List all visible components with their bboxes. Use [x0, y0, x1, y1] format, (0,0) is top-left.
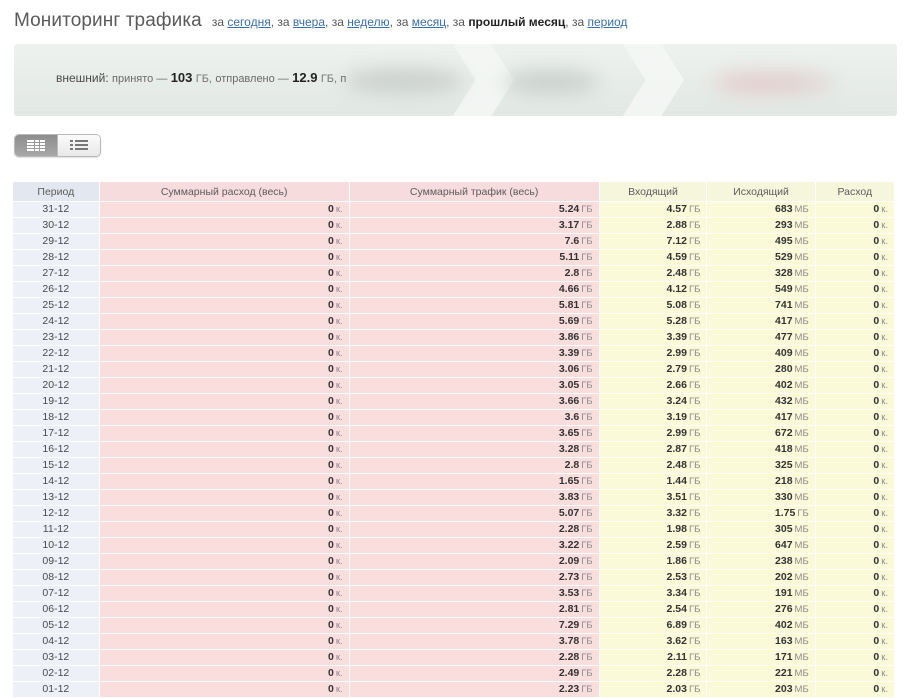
- cell-incoming-11: 2.66 ГБ: [599, 378, 707, 394]
- cell-cost-29: 0 к.: [815, 666, 894, 682]
- cell-period-12: 19-12: [13, 394, 100, 410]
- cell-period-30: 01-12: [13, 682, 100, 698]
- obscured-summary-1: [344, 68, 464, 94]
- cell-cost-4: 0 к.: [815, 266, 894, 282]
- cell-sum-cost-3: 0 к.: [99, 250, 349, 266]
- cell-sum-cost-28: 0 к.: [99, 650, 349, 666]
- cell-sum-traffic-29: 2.49 ГБ: [349, 666, 599, 682]
- cell-incoming-26: 6.89 ГБ: [599, 618, 707, 634]
- cell-incoming-8: 3.39 ГБ: [599, 330, 707, 346]
- cell-sum-traffic-22: 2.09 ГБ: [349, 554, 599, 570]
- cell-cost-0: 0 к.: [815, 202, 894, 218]
- summary-received-label: принято —: [112, 73, 168, 85]
- cell-incoming-15: 2.87 ГБ: [599, 442, 707, 458]
- cell-incoming-29: 2.28 ГБ: [599, 666, 707, 682]
- traffic-summary-band: [14, 44, 897, 116]
- summary-external-text: [56, 70, 346, 85]
- obscured-summary-2: [504, 70, 599, 94]
- table-row[interactable]: [13, 666, 895, 682]
- cell-outgoing-16: 325 МБ: [707, 458, 815, 474]
- cell-sum-traffic-24: 3.53 ГБ: [349, 586, 599, 602]
- cell-cost-9: 0 к.: [815, 346, 894, 362]
- cell-incoming-16: 2.48 ГБ: [599, 458, 707, 474]
- cell-sum-cost-1: 0 к.: [99, 218, 349, 234]
- table-row[interactable]: [13, 458, 895, 474]
- cell-outgoing-1: 293 МБ: [707, 218, 815, 234]
- cell-incoming-3: 4.59 ГБ: [599, 250, 707, 266]
- cell-cost-27: 0 к.: [815, 634, 894, 650]
- cell-sum-traffic-26: 7.29 ГБ: [349, 618, 599, 634]
- cell-outgoing-20: 305 МБ: [707, 522, 815, 538]
- cell-period-28: 03-12: [13, 650, 100, 666]
- cell-incoming-10: 2.79 ГБ: [599, 362, 707, 378]
- cell-period-29: 02-12: [13, 666, 100, 682]
- period-prefix-0: за: [211, 15, 225, 29]
- cell-sum-cost-8: 0 к.: [99, 330, 349, 346]
- cell-incoming-18: 3.51 ГБ: [599, 490, 707, 506]
- cell-outgoing-24: 191 МБ: [707, 586, 815, 602]
- traffic-table-body: [13, 202, 895, 698]
- cell-sum-cost-12: 0 к.: [99, 394, 349, 410]
- table-row[interactable]: [13, 234, 895, 250]
- cell-incoming-4: 2.48 ГБ: [599, 266, 707, 282]
- cell-period-23: 08-12: [13, 570, 100, 586]
- cell-sum-traffic-15: 3.28 ГБ: [349, 442, 599, 458]
- cell-period-24: 07-12: [13, 586, 100, 602]
- cell-incoming-24: 3.34 ГБ: [599, 586, 707, 602]
- cell-outgoing-2: 495 МБ: [707, 234, 815, 250]
- table-row[interactable]: [13, 250, 895, 266]
- summary-label: внешний:: [56, 71, 109, 85]
- cell-cost-23: 0 к.: [815, 570, 894, 586]
- cell-sum-cost-25: 0 к.: [99, 602, 349, 618]
- cell-sum-traffic-23: 2.73 ГБ: [349, 570, 599, 586]
- cell-outgoing-7: 417 МБ: [707, 314, 815, 330]
- grid-icon: [27, 140, 45, 151]
- cell-period-7: 24-12: [13, 314, 100, 330]
- cell-sum-traffic-0: 5.24 ГБ: [349, 202, 599, 218]
- cell-outgoing-21: 647 МБ: [707, 538, 815, 554]
- table-row[interactable]: [13, 618, 895, 634]
- cell-sum-cost-16: 0 к.: [99, 458, 349, 474]
- cell-sum-traffic-17: 1.65 ГБ: [349, 474, 599, 490]
- cell-incoming-20: 1.98 ГБ: [599, 522, 707, 538]
- cell-sum-traffic-10: 3.06 ГБ: [349, 362, 599, 378]
- cell-period-15: 16-12: [13, 442, 100, 458]
- column-header-cost[interactable]: Расход: [815, 182, 894, 202]
- cell-sum-cost-11: 0 к.: [99, 378, 349, 394]
- table-row[interactable]: [13, 314, 895, 330]
- cell-sum-traffic-7: 5.69 ГБ: [349, 314, 599, 330]
- cell-period-16: 15-12: [13, 458, 100, 474]
- table-row[interactable]: [13, 490, 895, 506]
- cell-sum-cost-0: 0 к.: [99, 202, 349, 218]
- cell-outgoing-18: 330 МБ: [707, 490, 815, 506]
- cell-incoming-17: 1.44 ГБ: [599, 474, 707, 490]
- cell-outgoing-9: 409 МБ: [707, 346, 815, 362]
- cell-cost-26: 0 к.: [815, 618, 894, 634]
- cell-sum-cost-6: 0 к.: [99, 298, 349, 314]
- cell-cost-15: 0 к.: [815, 442, 894, 458]
- cell-outgoing-3: 529 МБ: [707, 250, 815, 266]
- cell-cost-8: 0 к.: [815, 330, 894, 346]
- period-prefix-3: за: [396, 15, 409, 29]
- cell-outgoing-26: 402 МБ: [707, 618, 815, 634]
- cell-sum-cost-27: 0 к.: [99, 634, 349, 650]
- cell-sum-traffic-1: 3.17 ГБ: [349, 218, 599, 234]
- period-filter-links: за сегодня, за вчера, за неделю, за месяц, за прошлый месяц, за период: [211, 15, 628, 29]
- cell-sum-cost-15: 0 к.: [99, 442, 349, 458]
- cell-period-17: 14-12: [13, 474, 100, 490]
- cell-outgoing-14: 672 МБ: [707, 426, 815, 442]
- column-header-sum-cost[interactable]: Суммарный расход (весь): [99, 182, 349, 202]
- cell-sum-traffic-3: 5.11 ГБ: [349, 250, 599, 266]
- table-row[interactable]: [13, 474, 895, 490]
- column-header-incoming[interactable]: Входящий: [599, 182, 707, 202]
- summary-sent-value: 12.9: [292, 70, 318, 85]
- table-row[interactable]: [13, 298, 895, 314]
- page-header: [0, 0, 911, 38]
- grid-view-button[interactable]: [15, 135, 58, 156]
- cell-cost-14: 0 к.: [815, 426, 894, 442]
- cell-incoming-0: 4.57 ГБ: [599, 202, 707, 218]
- cell-incoming-7: 5.28 ГБ: [599, 314, 707, 330]
- cell-incoming-13: 3.19 ГБ: [599, 410, 707, 426]
- cell-sum-cost-20: 0 к.: [99, 522, 349, 538]
- cell-cost-18: 0 к.: [815, 490, 894, 506]
- cell-period-11: 20-12: [13, 378, 100, 394]
- cell-period-26: 05-12: [13, 618, 100, 634]
- column-header-period[interactable]: Период: [13, 182, 100, 202]
- cell-outgoing-6: 741 МБ: [707, 298, 815, 314]
- cell-sum-traffic-28: 2.28 ГБ: [349, 650, 599, 666]
- cell-cost-19: 0 к.: [815, 506, 894, 522]
- cell-incoming-23: 2.53 ГБ: [599, 570, 707, 586]
- cell-outgoing-25: 276 МБ: [707, 602, 815, 618]
- cell-outgoing-23: 202 МБ: [707, 570, 815, 586]
- cell-sum-traffic-2: 7.6 ГБ: [349, 234, 599, 250]
- cell-period-4: 27-12: [13, 266, 100, 282]
- cell-outgoing-19: 1.75 ГБ: [707, 506, 815, 522]
- page-title: Мониторинг трафика: [14, 10, 202, 31]
- cell-sum-traffic-30: 2.23 ГБ: [349, 682, 599, 698]
- cell-outgoing-30: 203 МБ: [707, 682, 815, 698]
- cell-outgoing-12: 432 МБ: [707, 394, 815, 410]
- cell-sum-cost-23: 0 к.: [99, 570, 349, 586]
- table-row[interactable]: [13, 506, 895, 522]
- cell-cost-10: 0 к.: [815, 362, 894, 378]
- cell-period-13: 18-12: [13, 410, 100, 426]
- cell-outgoing-28: 171 МБ: [707, 650, 815, 666]
- cell-sum-traffic-9: 3.39 ГБ: [349, 346, 599, 362]
- cell-sum-traffic-6: 5.81 ГБ: [349, 298, 599, 314]
- cell-period-18: 13-12: [13, 490, 100, 506]
- table-row[interactable]: [13, 554, 895, 570]
- cell-period-5: 26-12: [13, 282, 100, 298]
- table-row[interactable]: [13, 378, 895, 394]
- period-link-yesterday[interactable]: вчера: [292, 15, 326, 29]
- obscured-summary-4: [784, 74, 834, 92]
- cell-incoming-14: 2.99 ГБ: [599, 426, 707, 442]
- cell-outgoing-27: 163 МБ: [707, 634, 815, 650]
- cell-cost-21: 0 к.: [815, 538, 894, 554]
- cell-cost-28: 0 к.: [815, 650, 894, 666]
- list-icon: [70, 140, 88, 151]
- cell-cost-6: 0 к.: [815, 298, 894, 314]
- table-row[interactable]: [13, 634, 895, 650]
- cell-sum-cost-26: 0 к.: [99, 618, 349, 634]
- table-row[interactable]: [13, 538, 895, 554]
- period-prefix-1: за: [277, 15, 290, 29]
- view-mode-toggle[interactable]: [14, 134, 101, 157]
- cell-outgoing-22: 238 МБ: [707, 554, 815, 570]
- cell-period-22: 09-12: [13, 554, 100, 570]
- cell-sum-traffic-5: 4.66 ГБ: [349, 282, 599, 298]
- cell-cost-16: 0 к.: [815, 458, 894, 474]
- cell-period-27: 04-12: [13, 634, 100, 650]
- cell-period-1: 30-12: [13, 218, 100, 234]
- table-row[interactable]: [13, 410, 895, 426]
- cell-sum-cost-4: 0 к.: [99, 266, 349, 282]
- cell-sum-cost-18: 0 к.: [99, 490, 349, 506]
- summary-sent-unit: ГБ,: [320, 73, 338, 85]
- table-row[interactable]: [13, 330, 895, 346]
- traffic-table: [12, 181, 895, 698]
- cell-sum-traffic-11: 3.05 ГБ: [349, 378, 599, 394]
- cell-cost-22: 0 к.: [815, 554, 894, 570]
- chevron-divider-2: [614, 44, 684, 116]
- cell-sum-cost-14: 0 к.: [99, 426, 349, 442]
- cell-cost-2: 0 к.: [815, 234, 894, 250]
- cell-period-10: 21-12: [13, 362, 100, 378]
- table-row[interactable]: [13, 426, 895, 442]
- cell-period-0: 31-12: [13, 202, 100, 218]
- list-view-button[interactable]: [58, 135, 100, 156]
- cell-period-6: 25-12: [13, 298, 100, 314]
- cell-sum-cost-17: 0 к.: [99, 474, 349, 490]
- cell-cost-24: 0 к.: [815, 586, 894, 602]
- column-header-sum-traffic[interactable]: Суммарный трафик (весь): [349, 182, 599, 202]
- table-row[interactable]: [13, 682, 895, 698]
- cell-sum-cost-2: 0 к.: [99, 234, 349, 250]
- cell-incoming-9: 2.99 ГБ: [599, 346, 707, 362]
- cell-sum-traffic-4: 2.8 ГБ: [349, 266, 599, 282]
- cell-sum-traffic-19: 5.07 ГБ: [349, 506, 599, 522]
- cell-sum-cost-13: 0 к.: [99, 410, 349, 426]
- cell-period-14: 17-12: [13, 426, 100, 442]
- period-link-last-month[interactable]: прошлый месяц: [468, 15, 566, 29]
- cell-sum-traffic-25: 2.81 ГБ: [349, 602, 599, 618]
- cell-cost-25: 0 к.: [815, 602, 894, 618]
- cell-outgoing-17: 218 МБ: [707, 474, 815, 490]
- cell-sum-cost-7: 0 к.: [99, 314, 349, 330]
- table-row[interactable]: [13, 442, 895, 458]
- table-row[interactable]: [13, 202, 895, 218]
- summary-trailing-text: п: [340, 73, 347, 85]
- cell-incoming-6: 5.08 ГБ: [599, 298, 707, 314]
- cell-cost-11: 0 к.: [815, 378, 894, 394]
- cell-period-8: 23-12: [13, 330, 100, 346]
- cell-cost-5: 0 к.: [815, 282, 894, 298]
- cell-incoming-22: 1.86 ГБ: [599, 554, 707, 570]
- cell-sum-traffic-8: 3.86 ГБ: [349, 330, 599, 346]
- period-link-month[interactable]: месяц: [411, 15, 447, 29]
- period-prefix-4: за: [452, 15, 465, 29]
- cell-outgoing-0: 683 МБ: [707, 202, 815, 218]
- table-row[interactable]: [13, 362, 895, 378]
- cell-incoming-30: 2.03 ГБ: [599, 682, 707, 698]
- summary-sent-label: отправлено —: [215, 73, 289, 85]
- cell-sum-cost-5: 0 к.: [99, 282, 349, 298]
- cell-cost-13: 0 к.: [815, 410, 894, 426]
- cell-outgoing-13: 417 МБ: [707, 410, 815, 426]
- cell-period-9: 22-12: [13, 346, 100, 362]
- cell-sum-cost-22: 0 к.: [99, 554, 349, 570]
- cell-outgoing-11: 402 МБ: [707, 378, 815, 394]
- cell-incoming-28: 2.11 ГБ: [599, 650, 707, 666]
- cell-sum-cost-21: 0 к.: [99, 538, 349, 554]
- table-row[interactable]: [13, 602, 895, 618]
- period-prefix-5: за: [571, 15, 585, 29]
- table-row[interactable]: [13, 522, 895, 538]
- cell-sum-traffic-21: 3.22 ГБ: [349, 538, 599, 554]
- cell-outgoing-15: 418 МБ: [707, 442, 815, 458]
- period-prefix-2: за: [331, 15, 344, 29]
- cell-sum-cost-30: 0 к.: [99, 682, 349, 698]
- table-row[interactable]: [13, 266, 895, 282]
- table-row[interactable]: [13, 346, 895, 362]
- cell-period-20: 11-12: [13, 522, 100, 538]
- cell-outgoing-4: 328 МБ: [707, 266, 815, 282]
- table-row[interactable]: [13, 394, 895, 410]
- table-row[interactable]: [13, 282, 895, 298]
- table-row[interactable]: [13, 650, 895, 666]
- cell-cost-17: 0 к.: [815, 474, 894, 490]
- cell-sum-traffic-27: 3.78 ГБ: [349, 634, 599, 650]
- column-header-outgoing[interactable]: Исходящий: [707, 182, 815, 202]
- cell-outgoing-29: 221 МБ: [707, 666, 815, 682]
- period-link-today[interactable]: сегодня: [227, 15, 271, 29]
- traffic-table-head: [13, 182, 895, 202]
- cell-outgoing-10: 280 МБ: [707, 362, 815, 378]
- cell-cost-12: 0 к.: [815, 394, 894, 410]
- cell-incoming-27: 3.62 ГБ: [599, 634, 707, 650]
- cell-incoming-5: 4.12 ГБ: [599, 282, 707, 298]
- cell-period-3: 28-12: [13, 250, 100, 266]
- cell-sum-traffic-18: 3.83 ГБ: [349, 490, 599, 506]
- summary-received-value: 103: [170, 70, 193, 85]
- cell-sum-cost-29: 0 к.: [99, 666, 349, 682]
- cell-incoming-21: 2.59 ГБ: [599, 538, 707, 554]
- table-row[interactable]: [13, 218, 895, 234]
- cell-sum-traffic-20: 2.28 ГБ: [349, 522, 599, 538]
- period-link-custom[interactable]: период: [587, 15, 628, 29]
- cell-incoming-12: 3.24 ГБ: [599, 394, 707, 410]
- table-header-row: [13, 182, 895, 202]
- cell-sum-traffic-14: 3.65 ГБ: [349, 426, 599, 442]
- cell-incoming-1: 2.88 ГБ: [599, 218, 707, 234]
- cell-cost-1: 0 к.: [815, 218, 894, 234]
- cell-sum-cost-19: 0 к.: [99, 506, 349, 522]
- cell-cost-30: 0 к.: [815, 682, 894, 698]
- cell-incoming-2: 7.12 ГБ: [599, 234, 707, 250]
- cell-cost-20: 0 к.: [815, 522, 894, 538]
- cell-period-25: 06-12: [13, 602, 100, 618]
- cell-cost-3: 0 к.: [815, 250, 894, 266]
- cell-sum-cost-10: 0 к.: [99, 362, 349, 378]
- cell-cost-7: 0 к.: [815, 314, 894, 330]
- cell-outgoing-5: 549 МБ: [707, 282, 815, 298]
- period-link-week[interactable]: неделю: [347, 15, 390, 29]
- cell-incoming-19: 3.32 ГБ: [599, 506, 707, 522]
- table-row[interactable]: [13, 570, 895, 586]
- traffic-table-wrapper: [12, 181, 899, 698]
- cell-sum-cost-9: 0 к.: [99, 346, 349, 362]
- cell-period-2: 29-12: [13, 234, 100, 250]
- cell-sum-traffic-13: 3.6 ГБ: [349, 410, 599, 426]
- table-row[interactable]: [13, 586, 895, 602]
- summary-received-unit: ГБ,: [195, 73, 212, 85]
- cell-period-21: 10-12: [13, 538, 100, 554]
- cell-sum-cost-24: 0 к.: [99, 586, 349, 602]
- cell-period-19: 12-12: [13, 506, 100, 522]
- cell-incoming-25: 2.54 ГБ: [599, 602, 707, 618]
- cell-sum-traffic-12: 3.66 ГБ: [349, 394, 599, 410]
- cell-sum-traffic-16: 2.8 ГБ: [349, 458, 599, 474]
- cell-outgoing-8: 477 МБ: [707, 330, 815, 346]
